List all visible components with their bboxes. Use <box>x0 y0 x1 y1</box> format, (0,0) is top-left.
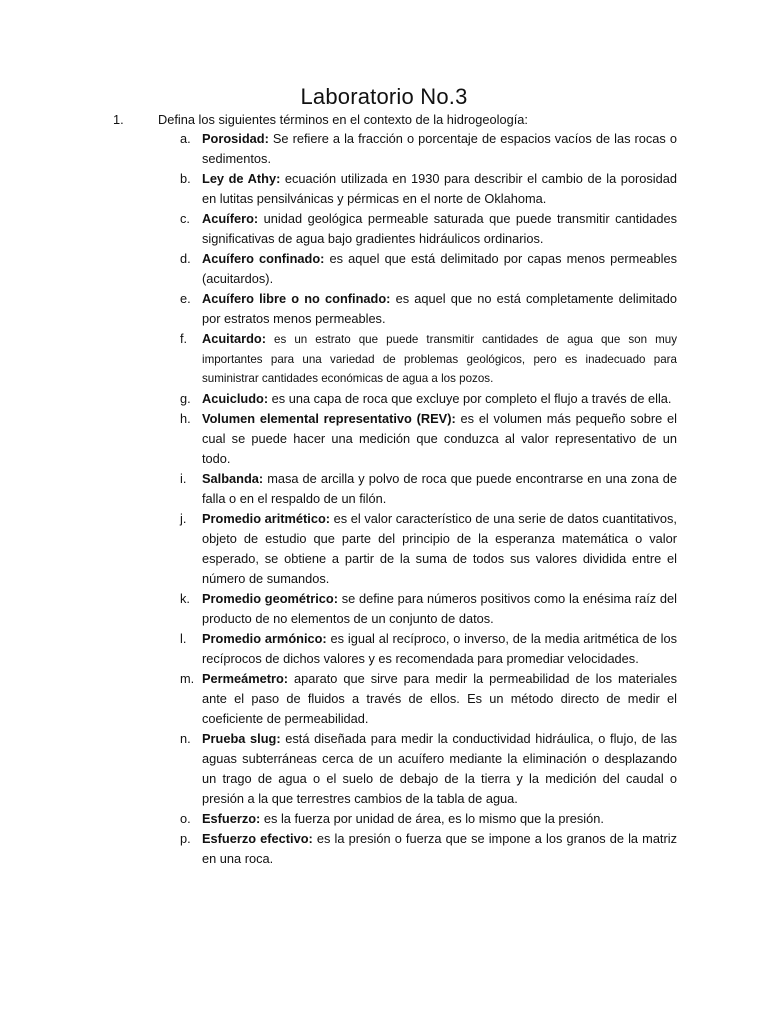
definition: es el volumen más pequeño sobre el cual se puede hacer una medición que conduzca al valor representativo de un todo. <box>202 410 678 466</box>
definition: Se refiere a la fracción o porcentaje de espacios vacíos de las rocas o sedimentos. <box>202 131 677 166</box>
page-title: Laboratorio No.3 <box>300 84 468 109</box>
list-marker: l. <box>180 630 187 646</box>
list-item <box>0 329 768 389</box>
definition: es aquel que está delimitado por capas menos permeables (acuitardos). <box>202 251 677 286</box>
list-item <box>0 829 768 869</box>
list-item <box>0 629 768 669</box>
term: Acuífero libre o no confinado: <box>202 291 391 306</box>
list-marker: g. <box>180 390 191 406</box>
term: Promedio armónico: <box>202 630 327 646</box>
list-item-body <box>202 209 677 249</box>
list-item <box>0 289 768 329</box>
list-item <box>0 509 768 589</box>
list-marker: e. <box>180 291 191 306</box>
list-item-body <box>202 469 677 509</box>
list-item-body <box>202 409 677 469</box>
definitions-list <box>0 129 768 869</box>
list-marker: h. <box>180 410 191 426</box>
list-marker: a. <box>180 131 191 146</box>
term: Porosidad: <box>202 131 269 146</box>
list-item-body <box>202 809 677 829</box>
list-item <box>0 209 768 249</box>
list-marker: i. <box>180 470 187 486</box>
definition: unidad geológica permeable saturada que puede transmitir cantidades significativas de agua bajo gradientes hidráulicos ordinarios. <box>202 211 677 246</box>
definition: es la presión o fuerza que se impone a los granos de la matriz en una roca. <box>202 830 677 866</box>
definition: es un estrato que puede transmitir cantidades de agua que son muy importantes para una variedad de problemas geológicos, pero es inadecuado para suministrar cantidades económicas de agua a los pozos. <box>202 333 677 385</box>
definition: es igual al recíproco, o inverso, de la media aritmética de los recíprocos de dichos valores y es recomendada para promediar velocidades. <box>202 630 677 666</box>
list-marker: o. <box>180 810 191 826</box>
list-item <box>0 469 768 509</box>
list-marker: n. <box>180 730 191 746</box>
list-marker: j. <box>180 510 187 526</box>
list-marker: m. <box>180 670 195 686</box>
list-item-body <box>202 669 677 729</box>
definition: está diseñada para medir la conductividad hidráulica, o flujo, de las aguas subterráneas cerca de un acuífero mediante la eliminación o desplazando un trago de agua o el suelo de debajo de la tierra y la medición del caudal o presión a la que terrestres cambios de la tabla de agua. <box>202 730 677 806</box>
definition: ecuación utilizada en 1930 para describir el cambio de la porosidad en lutitas pensilvánicas y pérmicas en el norte de Oklahoma. <box>202 171 677 206</box>
list-item-body <box>202 129 677 169</box>
term: Salbanda: <box>202 470 264 486</box>
term: Promedio geométrico: <box>202 590 338 606</box>
list-item-body <box>202 289 677 329</box>
term: Acuitardo: <box>202 331 266 346</box>
list-item-body <box>202 509 677 589</box>
term: Promedio aritmético: <box>202 510 331 526</box>
definition: masa de arcilla y polvo de roca que puede encontrarse en una zona de falla o en el respaldo de un filón. <box>202 470 677 506</box>
list-item <box>0 589 768 629</box>
term: Esfuerzo efectivo: <box>202 830 313 846</box>
list-marker: c. <box>180 211 190 226</box>
list-item-body <box>202 629 677 669</box>
list-item <box>0 809 768 829</box>
definition: es una capa de roca que excluye por completo el flujo a través de ella. <box>268 390 672 406</box>
list-marker: b. <box>180 171 191 186</box>
term: Volumen elemental representativo (REV): <box>202 410 456 426</box>
list-item-body <box>202 829 677 869</box>
list-item-body <box>202 389 677 409</box>
definition: se define para números positivos como la enésima raíz del producto de no elementos de un conjunto de datos. <box>202 590 678 626</box>
definition: es aquel que no está completamente delimitado por estratos menos permeables. <box>202 291 678 326</box>
list-item <box>0 669 768 729</box>
list-item <box>0 249 768 289</box>
definition: es el valor característico de una serie de datos cuantitativos, objeto de estudio que parte del principio de la esperanza matemática o valor esperado, se obtiene a partir de la suma de todos sus valores dividida entre el número de sumandos. <box>202 510 677 586</box>
list-marker: f. <box>180 331 188 346</box>
term: Acuicludo: <box>202 390 269 406</box>
term: Permeámetro: <box>202 670 289 686</box>
term: Prueba slug: <box>202 730 281 746</box>
question-row <box>0 110 768 130</box>
term: Esfuerzo: <box>202 810 261 826</box>
list-item-body <box>202 589 677 629</box>
list-item <box>0 409 768 469</box>
list-item-body <box>202 249 677 289</box>
definition: es la fuerza por unidad de área, es lo mismo que la presión. <box>260 810 604 826</box>
list-item <box>0 169 768 209</box>
list-item-body <box>202 169 677 209</box>
list-marker: k. <box>180 590 190 606</box>
list-item <box>0 129 768 169</box>
list-item-body <box>202 729 677 809</box>
list-item <box>0 729 768 809</box>
term: Acuífero confinado: <box>202 251 325 266</box>
list-marker: d. <box>180 251 191 266</box>
definition: aparato que sirve para medir la permeabilidad de los materiales ante el paso de fluidos a través de ellos. Es un método directo de medir el coeficiente de permeabilidad. <box>202 670 677 726</box>
term: Acuífero: <box>202 211 259 226</box>
list-item <box>0 389 768 409</box>
list-item-body <box>202 329 677 389</box>
question-number: 1. <box>113 112 124 127</box>
term: Ley de Athy: <box>202 171 281 186</box>
list-marker: p. <box>180 830 191 846</box>
question-text: Defina los siguientes términos en el contexto de la hidrogeología: <box>158 112 528 127</box>
